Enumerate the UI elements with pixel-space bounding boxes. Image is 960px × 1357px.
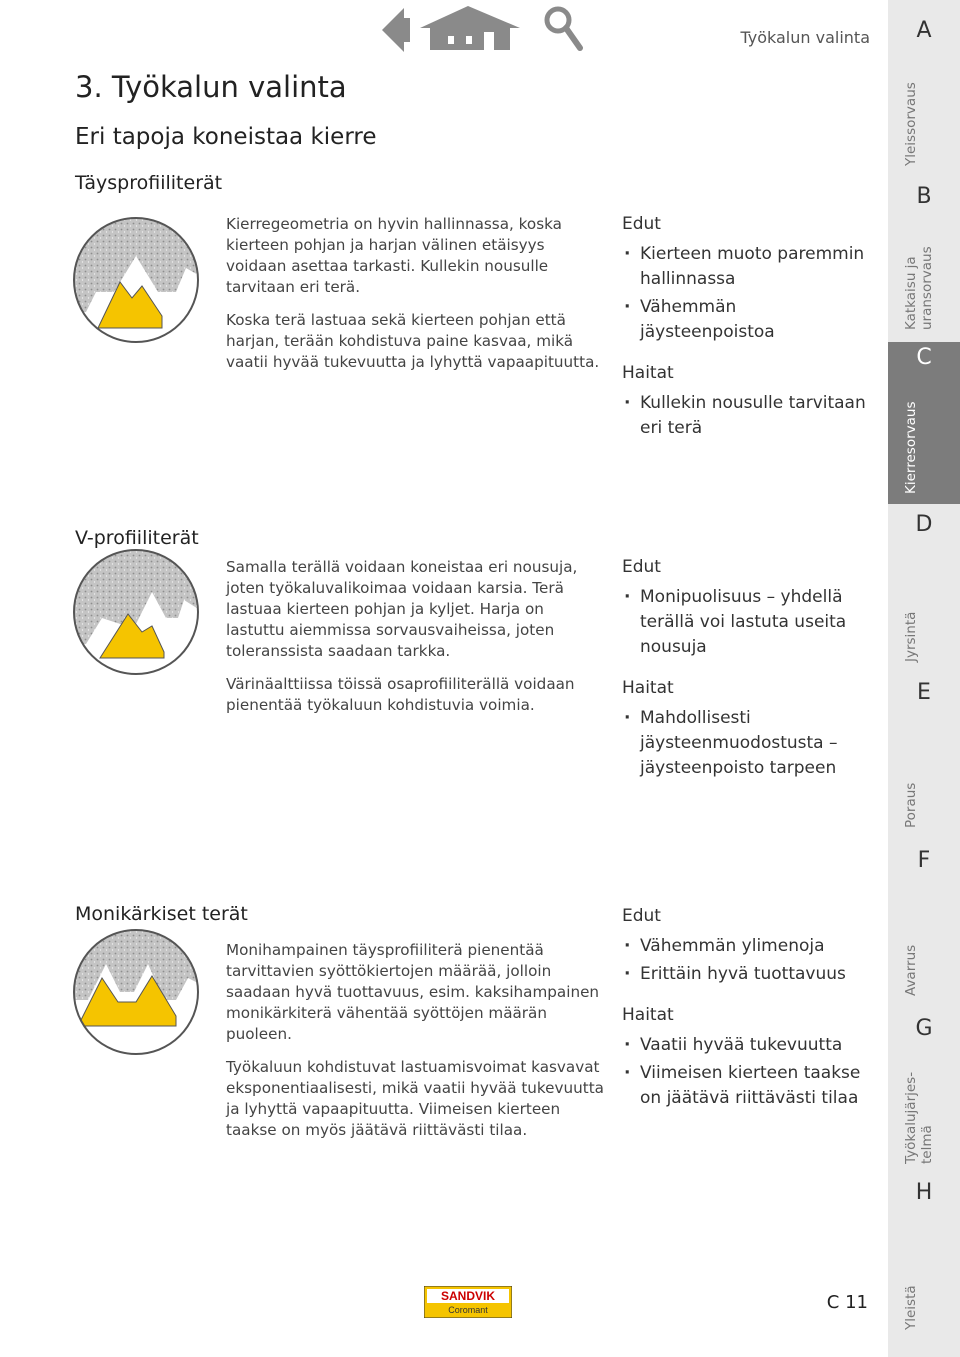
search-icon[interactable] — [547, 9, 580, 48]
sidebar-letter-d[interactable]: D — [915, 512, 933, 537]
sandvik-coromant-logo — [424, 1286, 512, 1318]
sidebar-letter-c[interactable]: C — [916, 345, 932, 370]
chapter-title: 3. Työkalun valinta — [75, 70, 347, 104]
sidebar-letter-b[interactable]: B — [916, 184, 932, 209]
sidebar-letter-g[interactable]: G — [915, 1016, 933, 1041]
home-icon[interactable] — [420, 6, 520, 50]
v-profile-desc-1: Samalla terällä voidaan koneistaa eri nousuja, joten työkaluvalikoimaa voidaan karsia. Terä lastuaa kierteen pohjan ja kyljet. Harja on lastuttu aiemmissa sorvausvaiheissa, joten toleranssista saadaan tarkka. — [226, 558, 578, 660]
full-profile-pros-cons — [622, 212, 872, 457]
sidebar-letter-h[interactable]: H — [915, 1180, 933, 1205]
header-title: Työkalun valinta — [740, 28, 870, 47]
pros-list — [622, 585, 872, 660]
subsection-title-v-profile: V-profiiliterät — [75, 527, 199, 549]
multi-point-desc-1: Monihampainen täysprofiiliterä pienentää tarvittavien syöttökiertojen määrää, jolloin saadaan hyvä tuottavuus, esim. kaksihampainen monikärkiterä vähentää syöttöjen määrän puoleen. — [226, 941, 600, 1043]
multi-point-pros-cons — [622, 904, 872, 1127]
sidebar-letter-f[interactable]: F — [917, 848, 931, 873]
nav-toolbar — [380, 2, 590, 56]
subsection-title-multi-point: Monikärkiset terät — [75, 903, 248, 925]
full-profile-desc-2: Koska terä lastuaa sekä kierteen pohjan että harjan, terään kohdistuva paine kasvaa, mikä vaatii hyvää tukevuutta ja lyhyttä vapaapituutta. — [226, 311, 600, 371]
full-profile-description — [226, 214, 606, 385]
sidebar-letter-e[interactable]: E — [917, 680, 931, 705]
cons-heading: Haitat — [622, 1005, 674, 1025]
svg-text:SANDVIK: SANDVIK — [440, 1289, 496, 1303]
cons-heading: Haitat — [622, 678, 674, 698]
sidebar-label-c[interactable]: Kierresorvaus — [903, 401, 919, 494]
pros-item: · Vähemmän ylimenoja — [622, 934, 872, 959]
full-profile-desc-1: Kierregeometria on hyvin hallinnassa, koska kierteen pohjan ja harjan välinen etäisyys voidaan asettaa tarkasti. Kullekin nousulle tarvitaan eri terä. — [226, 215, 562, 296]
cons-list — [622, 391, 872, 441]
cons-item: · Mahdollisesti jäysteenmuodostusta – jäysteenpoisto tarpeen — [622, 706, 872, 781]
cons-list — [622, 1033, 872, 1111]
page-number: C 11 — [826, 1292, 868, 1313]
cons-heading: Haitat — [622, 363, 674, 383]
pros-list — [622, 242, 872, 345]
pros-list — [622, 934, 872, 987]
pros-heading: Edut — [622, 906, 661, 926]
sidebar-label-g-line1[interactable]: Työkalujärjes- — [903, 1071, 919, 1164]
pros-item: · Vähemmän jäysteenpoistoa — [622, 295, 872, 345]
v-profile-desc-2: Värinäalttiissa töissä osaprofiiliterällä voidaan pienentää työkaluun kohdistuvia voimia. — [226, 675, 575, 714]
pros-item: · Monipuolisuus – yhdellä terällä voi lastuta useita nousuja — [622, 585, 872, 660]
cons-list — [622, 706, 872, 781]
subsection-title-full-profile: Täysprofiiliterät — [75, 172, 223, 194]
pros-heading: Edut — [622, 214, 661, 234]
pros-heading: Edut — [622, 557, 661, 577]
sidebar-label-d[interactable]: Jyrsintä — [903, 611, 919, 662]
v-profile-pros-cons — [622, 555, 872, 797]
sidebar-label-g-line2[interactable]: telmä — [919, 1125, 935, 1164]
sidebar-label-h[interactable]: Yleistä — [903, 1285, 919, 1330]
sidebar-label-f[interactable]: Avarrus — [903, 944, 919, 996]
pros-item: · Kierteen muoto paremmin hallinnassa — [622, 242, 872, 292]
v-profile-insert-illustration — [72, 548, 200, 676]
sidebar-label-e[interactable]: Poraus — [903, 782, 919, 828]
sidebar-label-b-line1[interactable]: Katkaisu ja — [903, 256, 919, 330]
v-profile-description — [226, 557, 606, 728]
multi-point-insert-illustration — [72, 928, 200, 1056]
cons-item: · Kullekin nousulle tarvitaan eri terä — [622, 391, 872, 441]
full-profile-insert-illustration — [72, 216, 200, 344]
multi-point-description — [226, 940, 606, 1153]
section-title: Eri tapoja koneistaa kierre — [75, 124, 377, 150]
back-arrow-icon[interactable] — [382, 8, 410, 52]
sidebar-letter-a[interactable]: A — [916, 18, 932, 43]
svg-text:Coromant: Coromant — [448, 1305, 488, 1315]
cons-item: · Vaatii hyvää tukevuutta — [622, 1033, 872, 1058]
multi-point-desc-2: Työkaluun kohdistuvat lastuamisvoimat kasvavat eksponentiaalisesti, mikä vaatii hyvää tukevuutta ja lyhyttä vapaapituutta. Viimeisen kierteen taakse on myös jäätävä riittävästi tilaa. — [226, 1058, 604, 1139]
sidebar-label-b-line2[interactable]: uransorvaus — [919, 246, 935, 330]
cons-item: · Viimeisen kierteen taakse on jäätävä riittävästi tilaa — [622, 1061, 872, 1111]
chapter-sidebar — [888, 0, 960, 1357]
pros-item: · Erittäin hyvä tuottavuus — [622, 962, 872, 987]
sidebar-label-a[interactable]: Yleissorvaus — [903, 82, 919, 166]
